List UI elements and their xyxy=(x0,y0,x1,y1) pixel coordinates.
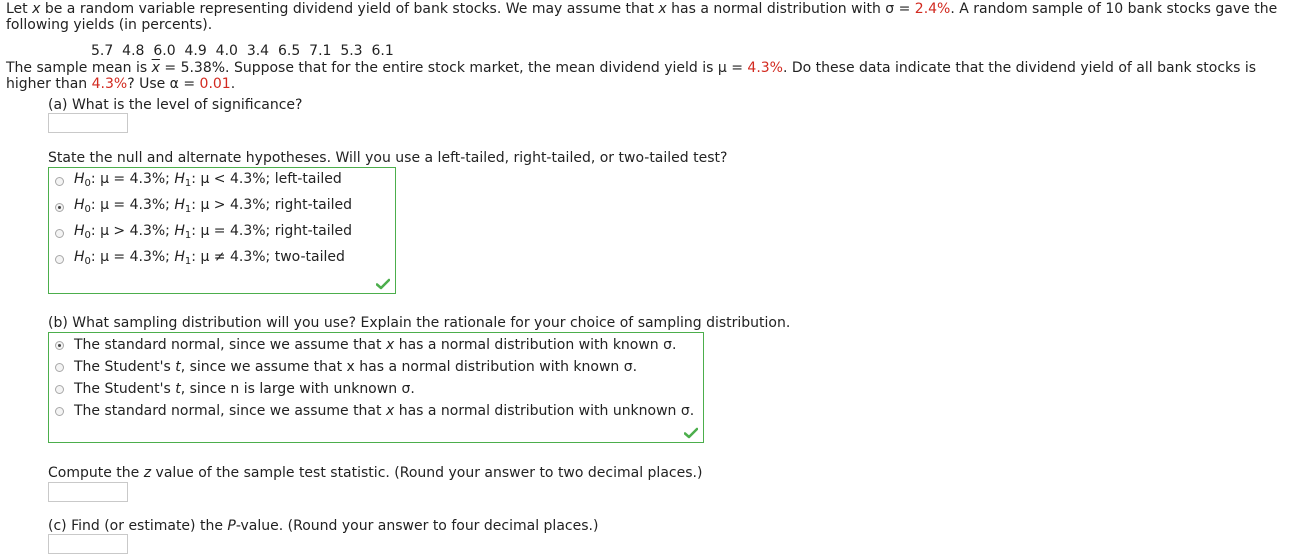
radio-button[interactable] xyxy=(55,407,64,416)
p-value-input[interactable] xyxy=(48,534,128,554)
hypothesis-option-1[interactable]: $H_0$: μ = 4.3%; $H_1$: μ < 4.3%; left-tailed xyxy=(55,171,342,191)
radio-button[interactable] xyxy=(55,229,64,238)
hypothesis-option-2[interactable]: $H_0$: μ = 4.3%; $H_1$: μ > 4.3%; right-tailed xyxy=(55,197,352,217)
hypotheses-question: State the null and alternate hypotheses. Will you use a left-tailed, right-tailed, or two-tailed test? xyxy=(48,150,728,166)
alpha-value: 0.01 xyxy=(199,76,231,92)
correct-check-icon xyxy=(684,427,698,439)
correct-check-icon xyxy=(376,278,390,290)
part-c-question: (c) Find (or estimate) the P-value. (Round your answer to four decimal places.) xyxy=(48,518,599,534)
radio-button[interactable] xyxy=(55,385,64,394)
hypothesis-option-4[interactable]: $H_0$: μ = 4.3%; $H_1$: μ ≠ 4.3%; two-tailed xyxy=(55,249,345,269)
hypotheses-option-group xyxy=(48,167,396,294)
sampling-option-4[interactable]: The standard normal, since we assume that x has a normal distribution with unknown σ. xyxy=(55,401,694,421)
hypothesis-option-3[interactable]: $H_0$: μ > 4.3%; $H_1$: μ = 4.3%; right-tailed xyxy=(55,223,352,243)
z-value-input[interactable] xyxy=(48,482,128,502)
significance-input[interactable] xyxy=(48,113,128,133)
problem-line-1: Let x be a random variable representing dividend yield of bank stocks. We may assume that x has a normal distribution with σ = 2.4%. A random sample of 10 bank stocks gave the xyxy=(6,1,1278,17)
problem-line-3: The sample mean is $\overline{x} = 5.38\%$. Suppose that for the entire stock market, the mean dividend yield is μ = 4.3%. Do these data indicate that the dividend yield of all bank stocks is xyxy=(6,60,1257,76)
problem-line-2: following yields (in percents). xyxy=(6,17,213,33)
sampling-option-group xyxy=(48,332,704,443)
problem-line-4: higher than 4.3%? Use α = 0.01. xyxy=(6,76,236,92)
radio-button[interactable] xyxy=(55,255,64,264)
sampling-option-3[interactable]: The Student's t, since n is large with unknown σ. xyxy=(55,379,415,399)
part-a-question: (a) What is the level of significance? xyxy=(48,97,303,113)
radio-button[interactable] xyxy=(55,363,64,372)
mu-value: 4.3% xyxy=(747,60,783,76)
sampling-option-2[interactable]: The Student's t, since we assume that x has a normal distribution with known σ. xyxy=(55,357,637,377)
radio-button-selected[interactable] xyxy=(55,341,64,350)
yields-data: 5.7 4.8 6.0 4.9 4.0 3.4 6.5 7.1 5.3 6.1 xyxy=(91,43,394,59)
sampling-option-1[interactable]: The standard normal, since we assume that x has a normal distribution with known σ. xyxy=(55,335,676,355)
sigma-value: 2.4% xyxy=(914,1,951,17)
part-b-question: (b) What sampling distribution will you use? Explain the rationale for your choice of sampling distribution. xyxy=(48,315,791,331)
z-stat-question: Compute the z value of the sample test statistic. (Round your answer to two decimal places.) xyxy=(48,465,703,481)
radio-button[interactable] xyxy=(55,177,64,186)
radio-button-selected[interactable] xyxy=(55,203,64,212)
